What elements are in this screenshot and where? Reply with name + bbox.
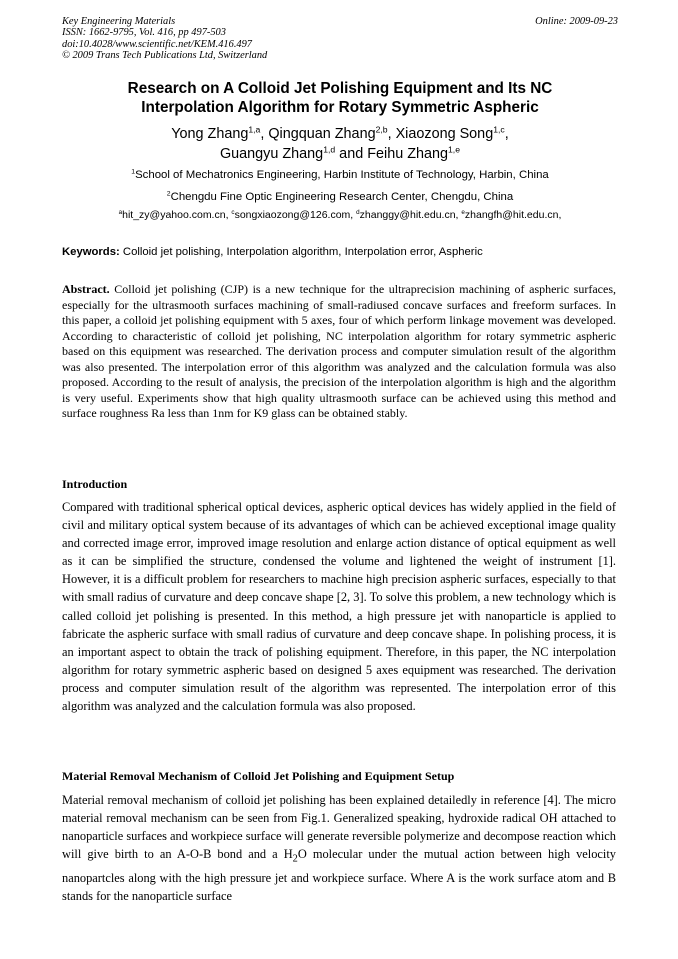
keywords: [62, 245, 618, 260]
email-link[interactable]: songxiaozong@126.com,: [234, 209, 357, 221]
online-date: Online: 2009-09-23: [535, 16, 618, 27]
abstract-label: Abstract.: [62, 282, 110, 296]
author: Qingquan Zhang$^{2,b}$: [268, 124, 388, 142]
email-link[interactable]: hit_zy@yahoo.com.cn,: [122, 209, 232, 221]
email-link[interactable]: zhangfh@hit.edu.cn,: [464, 209, 562, 221]
author: Xiaozong Song$^{1,c}$: [395, 124, 505, 142]
section-heading-introduction: Introduction: [62, 477, 128, 491]
abstract-text: Colloid jet polishing (CJP) is a new technique for the ultraprecision machining of aspheric surfaces, especially for the ultrasmooth surfaces machining of small-radiused concave surfaces and freeform surfaces. In this paper, a colloid jet polishing equipment with 5 axes, four of which perform linkage movement was developed. According to characteristic of colloid jet polishing, NC interpolation algorithm for rotary symmetric aspheric based on this equipment was researched. The derivation process and computer simulation result of the algorithm was also presented. The interpolation error of this algorithm was analyzed and the calculation formula was also proposed. According to the result of analysis, the precision of the interpolation algorithm is high and the algorithm is very useful. Experiments show that high quality ultrasmooth surface can be achieved using this method and surface roughness Ra less than 1nm for K9 glass can be obtained stably.: [62, 282, 616, 420]
email-link[interactable]: zhanggy@hit.edu.cn,: [359, 209, 462, 221]
section-heading-mechanism: Material Removal Mechanism of Colloid Jet Polishing and Equipment Setup: [62, 769, 455, 783]
title-line-2: Interpolation Algorithm for Rotary Symmetric Aspheric: [141, 99, 539, 116]
author: Guangyu Zhang$^{1,d}$: [219, 144, 336, 162]
affiliation: $^2$Chengdu Fine Optic Engineering Research Center, Chengdu, China: [166, 190, 514, 203]
doi-line: doi:10.4028/www.scientific.net/KEM.416.497: [62, 38, 252, 50]
copyright-line: © 2009 Trans Tech Publications Ltd, Switzerland: [62, 50, 268, 62]
issn-line: ISSN: 1662-9795, Vol. 416, pp 497-503: [62, 27, 226, 39]
journal-header: [62, 16, 618, 62]
journal-name: Key Engineering Materials: [62, 16, 176, 27]
author: Feihu Zhang$^{1,e}$: [367, 144, 461, 162]
affiliation: $^1$School of Mechatronics Engineering, Harbin Institute of Technology, Harbin, China: [131, 168, 549, 181]
keywords-text: Colloid jet polishing, Interpolation algorithm, Interpolation error, Aspheric: [119, 246, 483, 258]
introduction-text: Compared with traditional spherical optical devices, aspheric optical devices has widely applied in the field of civil and military optical system because of its advantages of which can be achieved exceptional image quality and corrected image error, improved image resolution and enlarge action distance of optical equipment as well as it can be simplified the structure, condensed the volume and lightened the weight of instrument [1]. However, it is a difficult problem for researchers to machine high precision aspheric surfaces, especially to that with small radius of curvature and deep concave shape [2, 3]. To solve this problem, a new technology which is called colloid jet polishing is presented. In this method, a high pressure jet with nanoparticle is applied to fabricate the aspheric surface with small radius of curvature and deep concave shape. In polishing process, it is an important aspect to obtain the track of polishing equipment. Therefore, in this paper, the NC interpolation algorithm for rotary symmetric aspheric based on designed 5 axes equipment was researched. The derivation process and computer simulation result of the algorithm was represented. The interpolation error of this algorithm was analyzed and the calculation formula was also proposed.: [62, 500, 616, 714]
author-emails: $^a$hit_zy@yahoo.com.cn, $^c$songxiaozong@126.com, $^d$zhanggy@hit.edu.cn, $^e$zhangfh@hit.edu.cn,: [118, 208, 562, 221]
author-list: Yong Zhang$^{1,a}$, Qingquan Zhang$^{2,b}$, Xiaozong Song$^{1,c}$, Guangyu Zhang$^{1,d}$ and Feihu Zhang$^{1,e}$: [171, 124, 509, 162]
paper-title: [62, 79, 618, 117]
abstract: [62, 282, 616, 422]
author: Yong Zhang$^{1,a}$: [171, 124, 261, 142]
title-line-1: Research on A Colloid Jet Polishing Equipment and Its NC: [127, 80, 553, 97]
keywords-label: Keywords:: [62, 246, 120, 258]
section2-text: Material removal mechanism of colloid jet polishing has been explained detailedly in reference [4]. The micro material removal mechanism can be seen from Fig.1. Generalized speaking, hydroxide radical OH attached to nanoparticle surfaces and workpiece surface will generate reversible polymerize and decompose reaction which will give birth to an A-O-B bond and a $H_2O$ molecular under the mutual action between high velocity nanopartcles along with the high pressure jet and workpiece surface. Where A is the work surface atom and B stands for the nanoparticle surface: [62, 793, 616, 903]
